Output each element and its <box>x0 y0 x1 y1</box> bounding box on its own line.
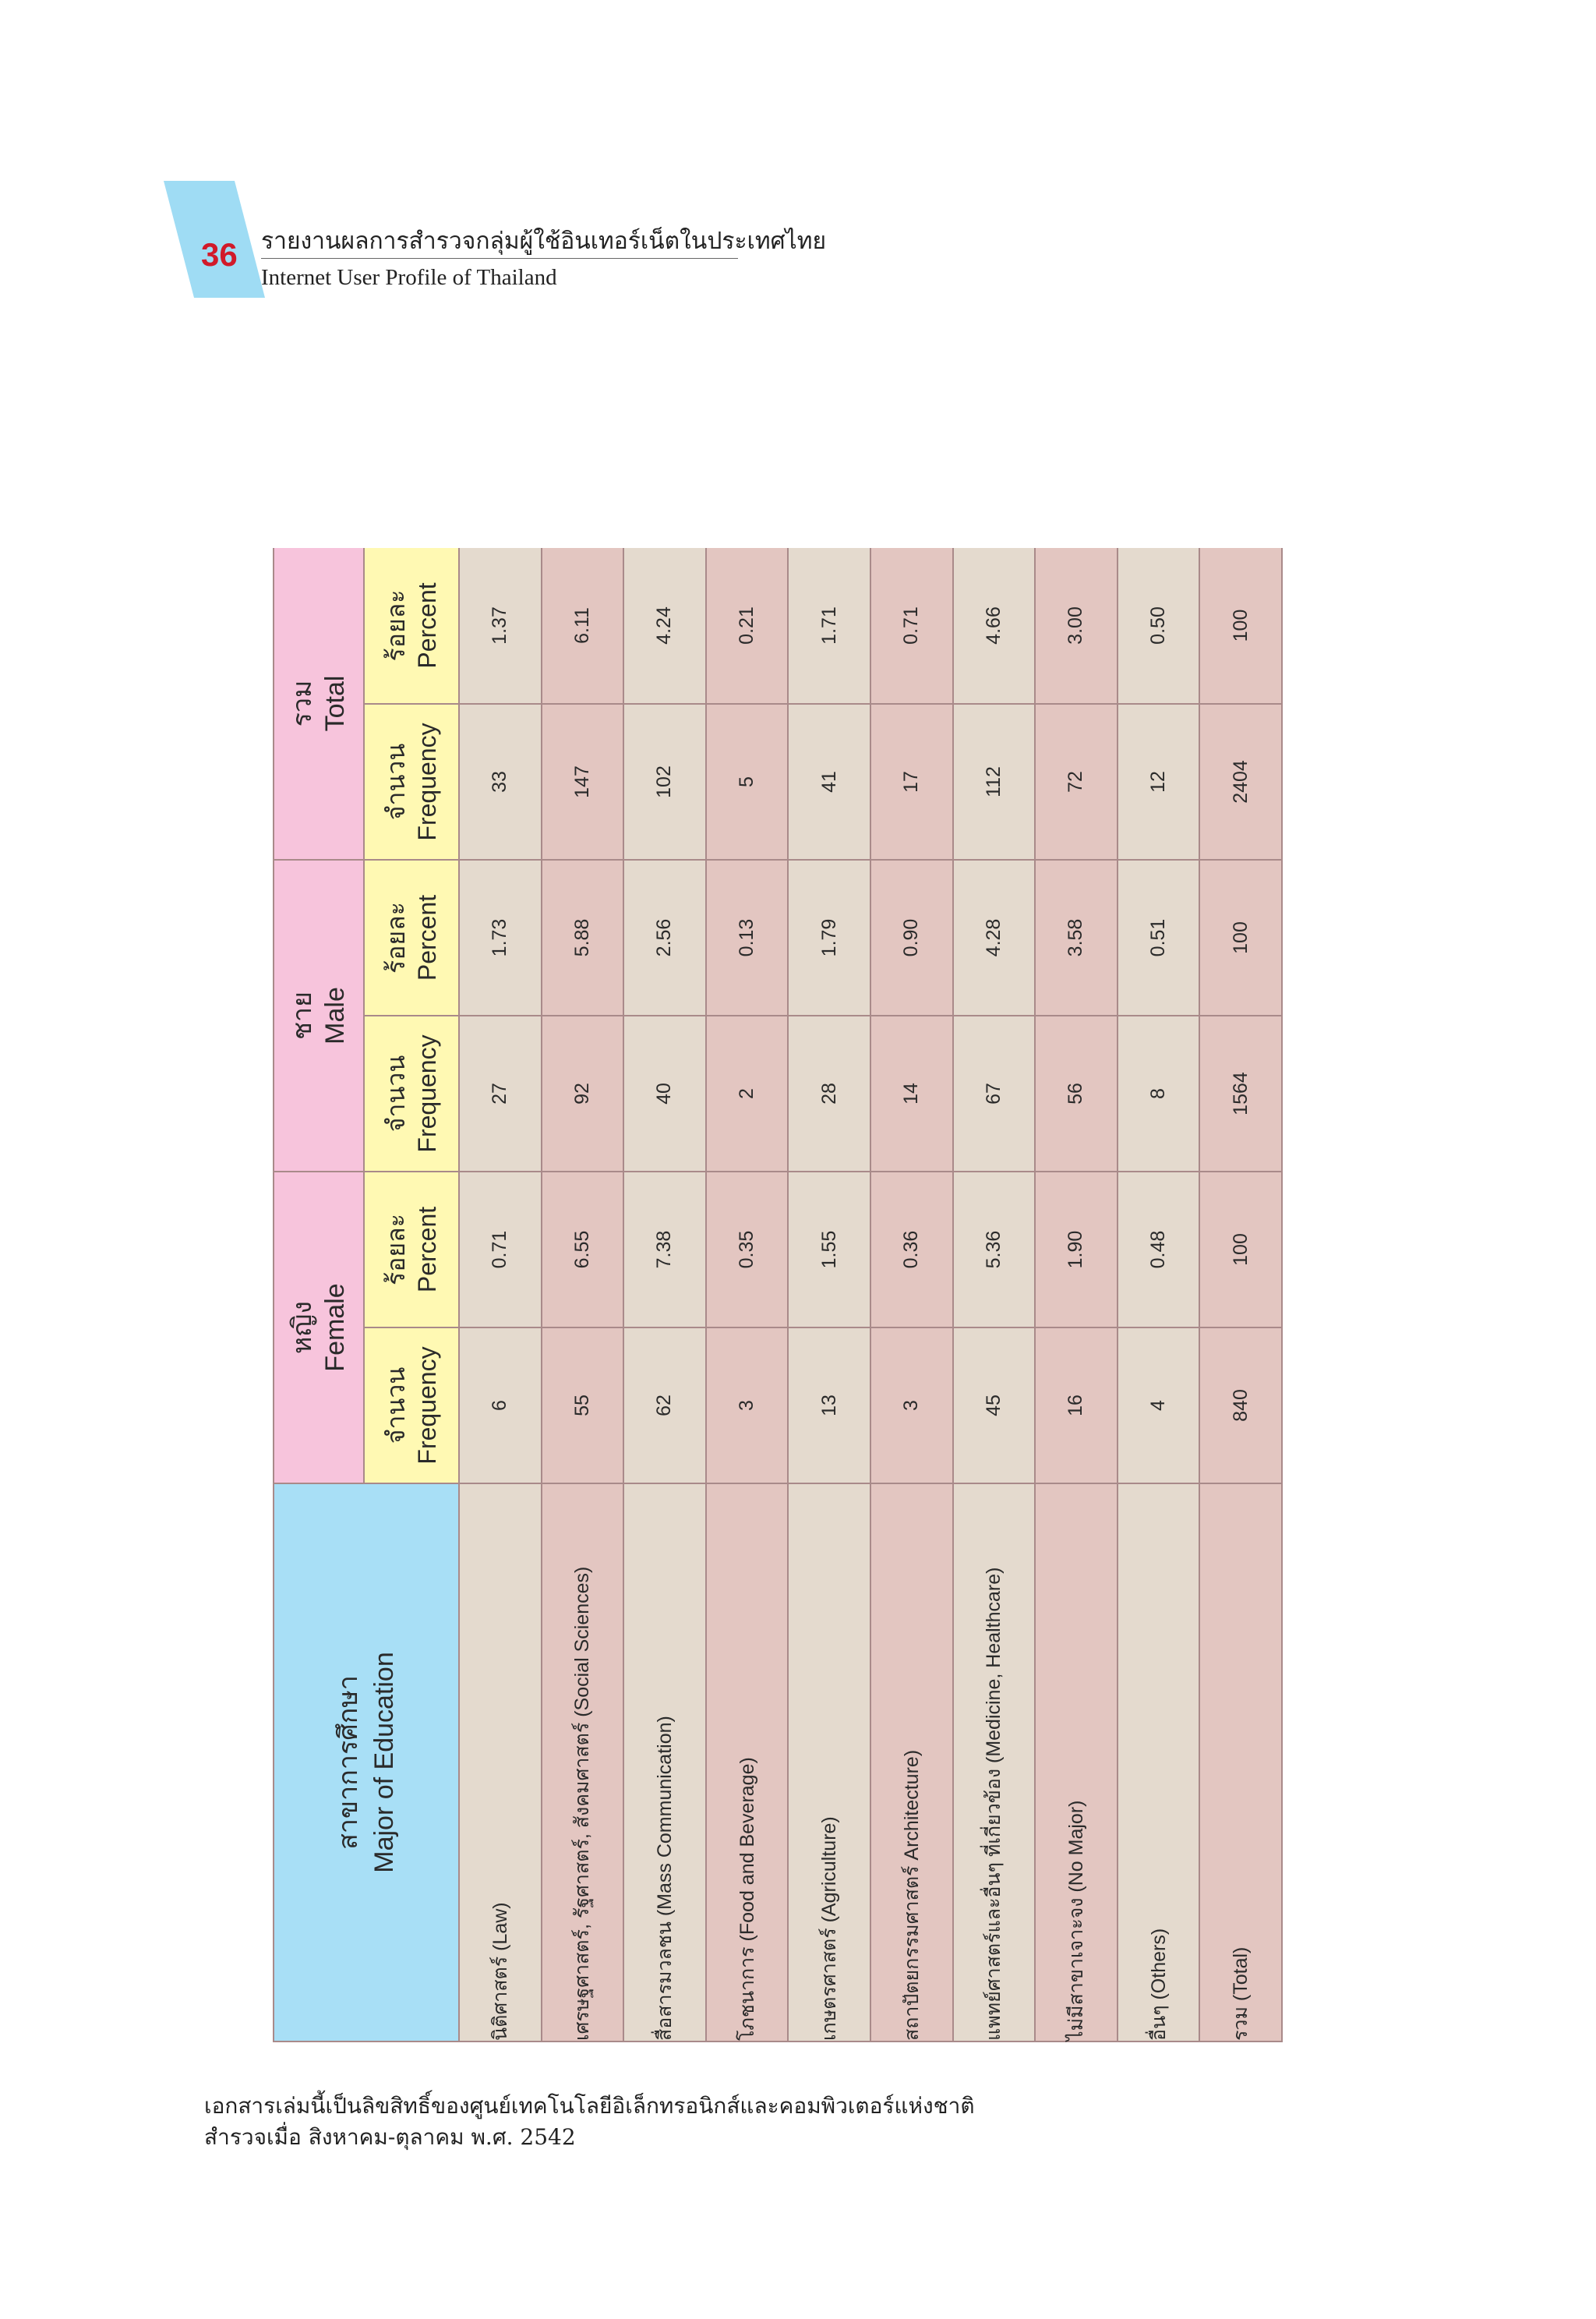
male-frequency: 40 <box>623 1016 706 1172</box>
table-row <box>459 548 542 2041</box>
total-frequency: 17 <box>870 704 953 860</box>
female-group-header <box>274 1172 364 1483</box>
percent-header-thai: ร้อยละ <box>382 1214 410 1285</box>
total-frequency: 102 <box>623 704 706 860</box>
table-row <box>542 548 624 2041</box>
total-percent-header <box>364 548 459 704</box>
percent-header-thai: ร้อยละ <box>382 902 410 974</box>
frequency-header-english: Frequency <box>413 723 441 841</box>
male-percent: 3.58 <box>1035 860 1118 1016</box>
male-percent: 5.88 <box>542 860 624 1016</box>
male-frequency: 2 <box>706 1016 789 1172</box>
major-header-thai: สาขาการศึกษา <box>334 1675 363 1850</box>
total-percent: 3.00 <box>1035 548 1118 704</box>
male-percent: 2.56 <box>623 860 706 1016</box>
female-frequency: 45 <box>953 1327 1036 1483</box>
female-percent: 100 <box>1199 1172 1282 1327</box>
male-frequency: 92 <box>542 1016 624 1172</box>
percent-header-english: Percent <box>413 894 441 981</box>
major-header-english: Major of Education <box>369 1652 399 1873</box>
total-percent: 1.37 <box>459 548 542 704</box>
frequency-header-english: Frequency <box>413 1034 441 1153</box>
education-table <box>273 548 1283 2042</box>
table-row <box>1118 548 1200 2041</box>
total-frequency: 12 <box>1118 704 1200 860</box>
male-frequency: 14 <box>870 1016 953 1172</box>
female-percent: 7.38 <box>623 1172 706 1327</box>
female-frequency: 3 <box>706 1327 789 1483</box>
male-percent: 0.13 <box>706 860 789 1016</box>
female-header-english: Female <box>320 1283 350 1372</box>
table-row <box>870 548 953 2041</box>
row-label: โภชนาการ (Food and Beverage) <box>706 1483 789 2041</box>
table-row <box>1035 548 1118 2041</box>
total-frequency: 72 <box>1035 704 1118 860</box>
frequency-header-thai: จำนวน <box>382 1366 410 1444</box>
total-percent: 0.50 <box>1118 548 1200 704</box>
male-percent: 0.51 <box>1118 860 1200 1016</box>
footer-line-2: สำรวจเมื่อ สิงหาคม-ตุลาคม พ.ศ. 2542 <box>204 2124 576 2150</box>
percent-header-english: Percent <box>413 582 441 669</box>
total-percent: 4.24 <box>623 548 706 704</box>
total-frequency: 147 <box>542 704 624 860</box>
header-divider <box>261 258 738 259</box>
total-frequency: 41 <box>788 704 870 860</box>
female-frequency-header <box>364 1327 459 1483</box>
table-row <box>953 548 1036 2041</box>
male-frequency: 27 <box>459 1016 542 1172</box>
frequency-header-thai: จำนวน <box>382 1055 410 1133</box>
table-row <box>788 548 870 2041</box>
female-frequency: 55 <box>542 1327 624 1483</box>
male-group-header <box>274 860 364 1172</box>
male-frequency-header <box>364 1016 459 1172</box>
footer-copyright <box>204 2091 975 2153</box>
major-header <box>274 1483 459 2041</box>
male-percent: 1.73 <box>459 860 542 1016</box>
header-title-english: Internet User Profile of Thailand <box>261 265 557 290</box>
male-frequency: 8 <box>1118 1016 1200 1172</box>
female-frequency: 13 <box>788 1327 870 1483</box>
row-label: เศรษฐศาสตร์, รัฐศาสตร์, สังคมศาสตร์ (Social Sciences) <box>542 1483 624 2041</box>
male-percent: 1.79 <box>788 860 870 1016</box>
row-label: ไม่มีสาขาเจาะจง (No Major) <box>1035 1483 1118 2041</box>
total-percent: 0.71 <box>870 548 953 704</box>
male-percent: 0.90 <box>870 860 953 1016</box>
female-frequency: 62 <box>623 1327 706 1483</box>
female-frequency: 3 <box>870 1327 953 1483</box>
total-percent: 6.11 <box>542 548 624 704</box>
female-percent: 1.55 <box>788 1172 870 1327</box>
male-header-english: Male <box>320 987 350 1045</box>
total-group-header <box>274 548 364 860</box>
female-percent-header <box>364 1172 459 1327</box>
table-total-row <box>1199 548 1282 2041</box>
page-number: 36 <box>201 236 238 273</box>
male-percent-header <box>364 860 459 1016</box>
male-percent: 4.28 <box>953 860 1036 1016</box>
total-frequency: 33 <box>459 704 542 860</box>
percent-header-english: Percent <box>413 1206 441 1293</box>
male-frequency: 1564 <box>1199 1016 1282 1172</box>
row-label: นิติศาสตร์ (Law) <box>459 1483 542 2041</box>
frequency-header-english: Frequency <box>413 1346 441 1465</box>
total-percent: 1.71 <box>788 548 870 704</box>
total-frequency: 5 <box>706 704 789 860</box>
row-label: แพทย์ศาสตร์และอื่นๆ ที่เกี่ยวข้อง (Medicine, Healthcare) <box>953 1483 1036 2041</box>
total-header-english: Total <box>320 675 350 732</box>
total-header-thai: รวม <box>288 680 317 727</box>
male-frequency: 67 <box>953 1016 1036 1172</box>
total-frequency-header <box>364 704 459 860</box>
female-frequency: 6 <box>459 1327 542 1483</box>
female-percent: 6.55 <box>542 1172 624 1327</box>
row-label: อื่นๆ (Others) <box>1118 1483 1200 2041</box>
female-percent: 5.36 <box>953 1172 1036 1327</box>
total-percent: 4.66 <box>953 548 1036 704</box>
row-label: เกษตรศาสตร์ (Agriculture) <box>788 1483 870 2041</box>
percent-header-thai: ร้อยละ <box>382 589 410 662</box>
row-label: รวม (Total) <box>1199 1483 1282 2041</box>
female-frequency: 840 <box>1199 1327 1282 1483</box>
row-label: สถาปัตยกรรมศาสตร์ Architecture) <box>870 1483 953 2041</box>
total-percent: 100 <box>1199 548 1282 704</box>
male-frequency: 56 <box>1035 1016 1118 1172</box>
female-percent: 1.90 <box>1035 1172 1118 1327</box>
header-title-thai: รายงานผลการสำรวจกลุ่มผู้ใช้อินเทอร์เน็ตในประเทศไทย <box>261 228 827 255</box>
female-percent: 0.35 <box>706 1172 789 1327</box>
total-percent: 0.21 <box>706 548 789 704</box>
frequency-header-thai: จำนวน <box>382 743 410 821</box>
female-header-thai: หญิง <box>288 1301 317 1354</box>
male-percent: 100 <box>1199 860 1282 1016</box>
male-header-thai: ชาย <box>288 991 317 1041</box>
female-frequency: 16 <box>1035 1327 1118 1483</box>
female-percent: 0.36 <box>870 1172 953 1327</box>
footer-line-1: เอกสารเล่มนี้เป็นลิขสิทธิ์ของศูนย์เทคโนโลยีอิเล็กทรอนิกส์และคอมพิวเตอร์แห่งชาติ <box>204 2093 975 2119</box>
female-frequency: 4 <box>1118 1327 1200 1483</box>
table-row <box>706 548 789 2041</box>
total-frequency: 2404 <box>1199 704 1282 860</box>
table-row <box>623 548 706 2041</box>
total-frequency: 112 <box>953 704 1036 860</box>
male-frequency: 28 <box>788 1016 870 1172</box>
female-percent: 0.48 <box>1118 1172 1200 1327</box>
education-table-container <box>273 548 1283 2042</box>
female-percent: 0.71 <box>459 1172 542 1327</box>
row-label: สื่อสารมวลชน (Mass Communication) <box>623 1483 706 2041</box>
